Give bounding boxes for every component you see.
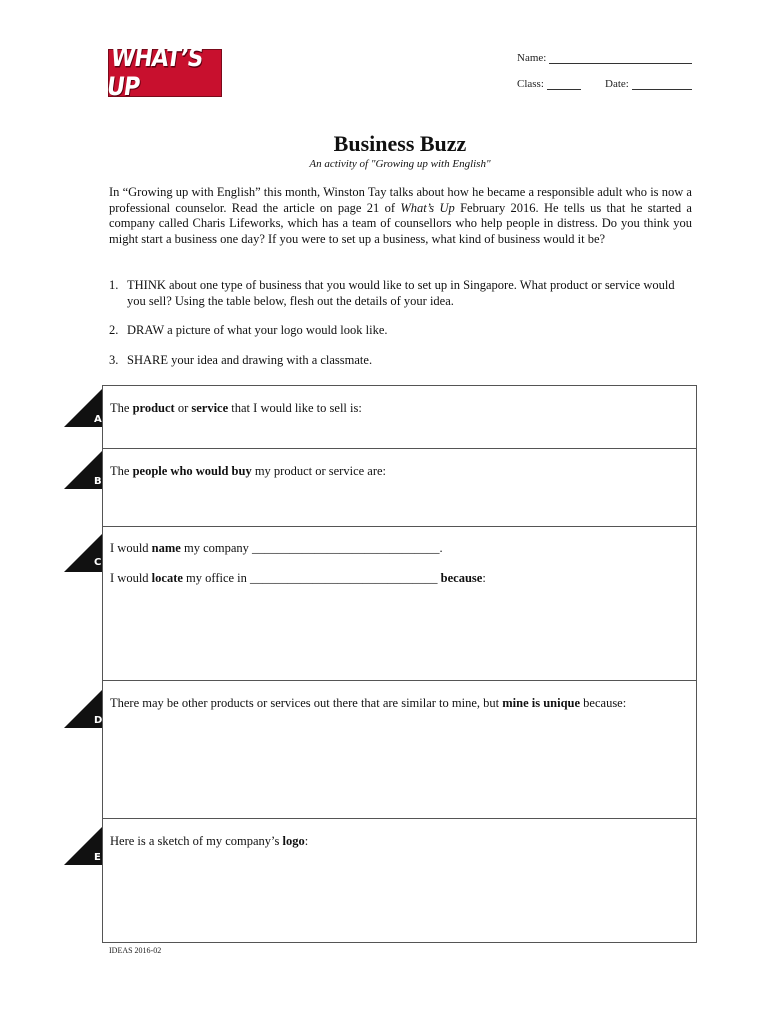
date-blank[interactable] <box>632 78 692 90</box>
footer-code: IDEAS 2016-02 <box>109 946 162 955</box>
name-field[interactable] <box>517 52 692 64</box>
badge-letter: E <box>94 852 101 863</box>
page-subtitle: An activity of "Growing up with English" <box>309 158 491 170</box>
badge-letter: A <box>94 414 102 425</box>
intro-paragraph <box>109 185 692 247</box>
name-blank[interactable] <box>549 52 692 64</box>
name-label: Name: <box>517 52 547 64</box>
section-b-prompt: The people who would buy my product or service are: <box>110 464 387 478</box>
section-b-badge <box>64 451 102 489</box>
section-c-name-prompt: I would name my company ______________________________. <box>110 541 443 555</box>
business-plan-table <box>102 385 697 943</box>
step-number: 2. <box>109 323 119 337</box>
date-label: Date: <box>605 78 629 90</box>
class-field[interactable] <box>517 78 581 90</box>
section-b-row[interactable] <box>103 449 696 527</box>
page-title: Business Buzz <box>333 131 467 156</box>
class-blank[interactable] <box>547 78 581 90</box>
intro-text-2: February 2016. He tells us that he started a company called Charis Lifeworks, which has a team of counsellors who help people in distress. Do you think you might start a business one day? If you were to set up a business, what kind of business would it be? <box>109 200 692 246</box>
step-text: SHARE your idea and drawing with a classmate. <box>127 352 373 367</box>
step-number: 1. <box>109 278 119 292</box>
step-text: DRAW a picture of what your logo would look like. <box>127 323 388 337</box>
date-field[interactable] <box>605 78 692 90</box>
intro-text-1: In “Growing up with English” this month, Winston Tay talks about how he became a responsible adult who is now a professional counselor. Read the article on page 21 of <box>109 185 692 215</box>
whats-up-logo <box>104 44 222 102</box>
section-e-prompt: Here is a sketch of my company’s logo: <box>110 834 309 848</box>
instruction-step <box>109 353 679 369</box>
section-e-badge <box>64 827 102 865</box>
class-label: Class: <box>517 78 544 90</box>
instruction-list <box>109 278 679 382</box>
logo-text: WHAT’S UP <box>104 44 205 102</box>
section-d-row[interactable] <box>103 681 696 819</box>
section-c-row[interactable] <box>103 527 696 681</box>
badge-letter: D <box>94 715 102 726</box>
section-c-locate-prompt: I would locate my office in ______________________________ because: <box>110 571 486 585</box>
section-a-row[interactable] <box>103 386 696 449</box>
section-e-row[interactable] <box>103 819 696 942</box>
magazine-name: What’s Up <box>400 200 455 215</box>
badge-letter: C <box>94 557 102 568</box>
badge-letter: B <box>94 476 102 487</box>
step-number: 3. <box>109 352 119 367</box>
section-d-badge <box>64 690 102 728</box>
section-c-badge <box>64 534 102 572</box>
section-a-badge <box>64 389 102 427</box>
instruction-step <box>109 278 679 309</box>
section-a-prompt: The product or service that I would like to sell is: <box>110 401 362 415</box>
step-text: THINK about one type of business that you would like to set up in Singapore. What product or service would you sell? Using the table below, flesh out the details of your idea. <box>127 278 675 308</box>
instruction-step <box>109 323 679 339</box>
section-d-prompt: There may be other products or services out there that are similar to mine, but mine is unique because: <box>110 696 627 710</box>
